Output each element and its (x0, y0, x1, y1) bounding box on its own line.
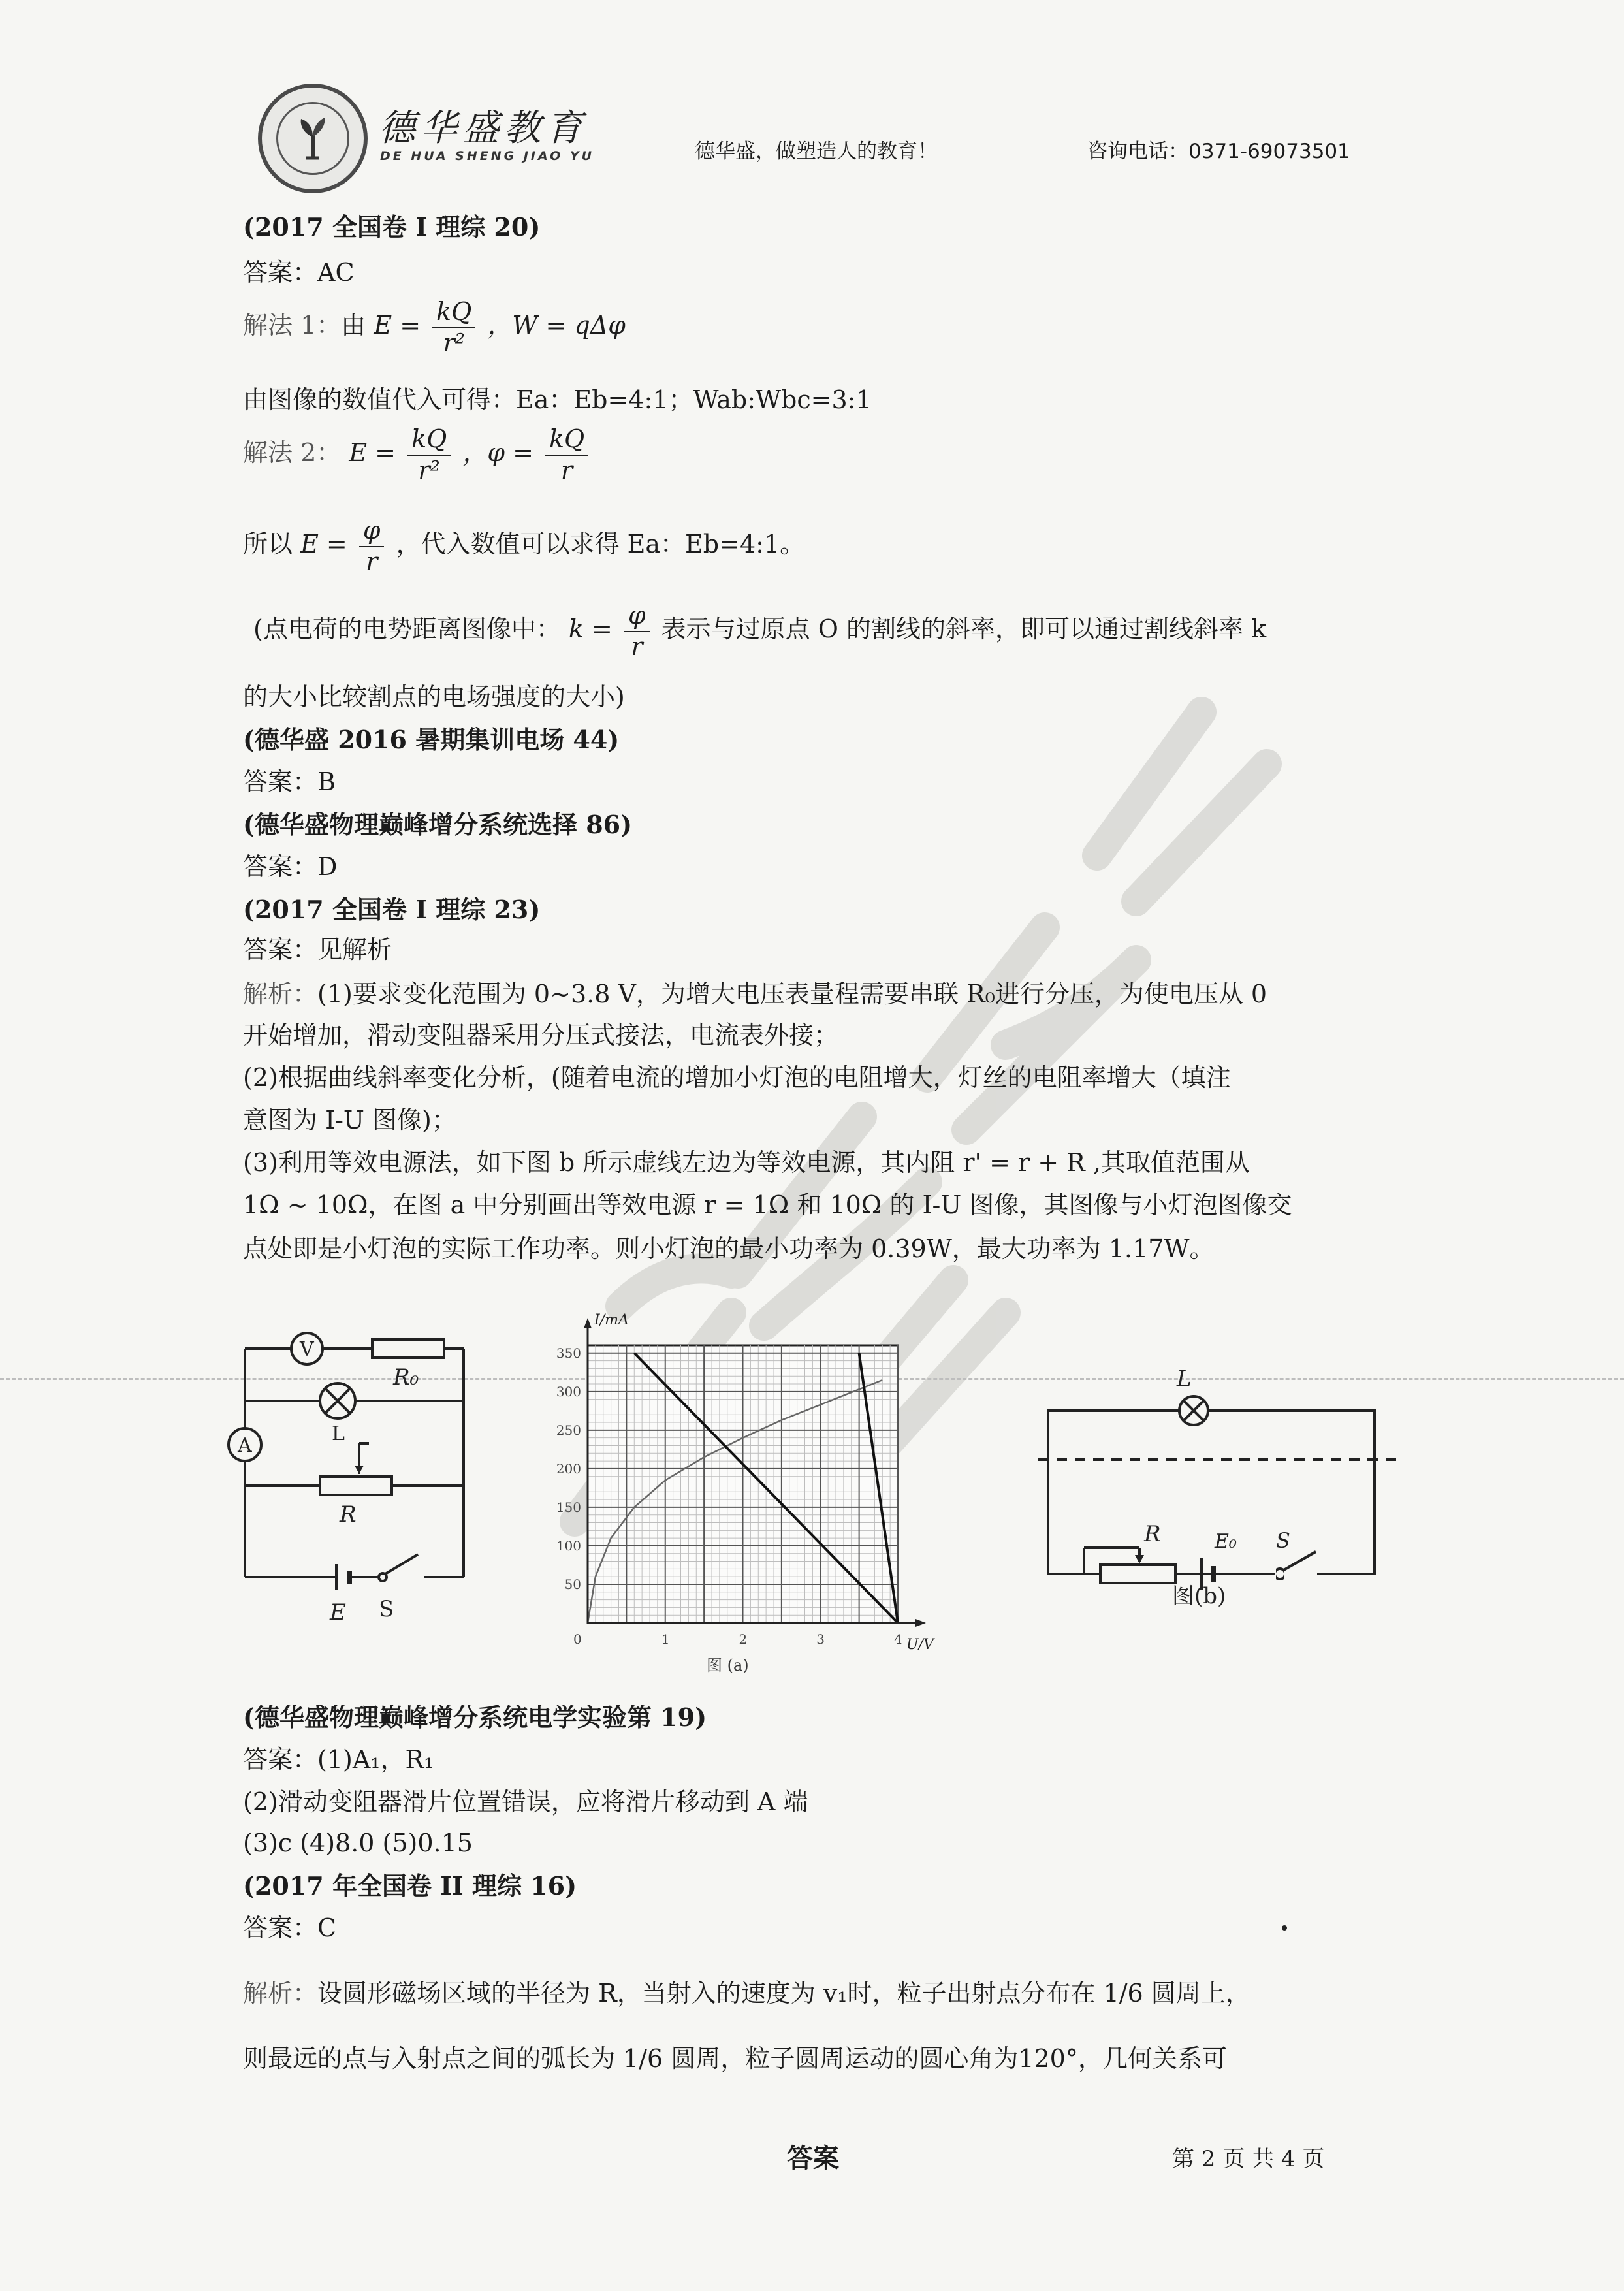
circuit-left-figure (222, 1313, 483, 1639)
q6-line2: 则最远的点与入射点之间的弧长为 1/6 圆周，粒子圆周运动的圆心角为120°，几何关系可 (243, 2044, 1227, 2073)
q1-sol2-fraction2 (545, 425, 588, 485)
chart-a-figure (535, 1306, 940, 1685)
q3-source: (德华盛物理巅峰增分系统选择 86) (243, 810, 633, 839)
q1-line5-fraction (359, 516, 385, 577)
y-tick-label: 350 (556, 1345, 581, 1361)
q1-solution2 (243, 425, 592, 485)
q4-line3: (2)根据曲线斜率变化分析，(随着电流的增加小灯泡的电阻增大，灯丝的电阻率增大（填注 (243, 1063, 1231, 1092)
q4-source: (2017 全国卷 I 理综 23) (243, 895, 541, 924)
circuit-left-r-label: R (340, 1501, 357, 1528)
chart-xlabel: U/V (906, 1637, 934, 1653)
q1-sol2-den2: r (561, 455, 573, 485)
circuit-b-s-label: S (1276, 1528, 1290, 1553)
q1-solution1 (243, 297, 626, 358)
q4-analysis-label: 解析： (243, 980, 318, 1008)
q1-sol1-lead: 由 (341, 311, 366, 340)
q6-line1 (243, 1979, 1250, 2009)
q4-line5: (3)利用等效电源法，如下图 b 所示虚线左边为等效电源，其内阻 r' = r + R ,其取值范围从 (243, 1148, 1250, 1177)
q6-source: (2017 年全国卷 II 理综 16) (243, 1871, 577, 1900)
x-tick-label: 1 (661, 1631, 670, 1647)
y-tick-label: 100 (556, 1537, 581, 1554)
q1-sol2-label: 解法 2： (243, 438, 342, 468)
q5-line2: (2)滑动变阻器滑片位置错误，应将滑片移动到 A 端 (243, 1787, 808, 1816)
q1-sol1-den: r² (443, 328, 465, 357)
q1-note-lhs: k = (568, 615, 613, 644)
circuit-left-v-label: V (300, 1338, 314, 1361)
header-phone: 咨询电话：0371-69073501 (1087, 140, 1350, 163)
q1-sol1-num: kQ (432, 297, 475, 328)
circuit-left-s-label: S (379, 1596, 394, 1622)
q4-line7: 点处即是小灯泡的实际工作功率。则小灯泡的最小功率为 0.39W，最大功率为 1.17W。 (243, 1234, 1215, 1263)
q1-line5-lhs: E = (300, 530, 347, 559)
q1-sol1-expr2: ，W = qΔφ (487, 311, 626, 340)
q1-note (253, 601, 1266, 662)
y-tick-label: 150 (556, 1499, 581, 1515)
q1-sol1-fraction (432, 297, 475, 358)
q1-note-num: φ (624, 601, 650, 632)
q1-line5-pre: 所以 (243, 530, 293, 559)
q1-line5-den: r (366, 547, 378, 576)
circuit-left-r0-label: R₀ (393, 1364, 419, 1390)
q1-sol1-label: 解法 1： (243, 311, 342, 340)
q4-line2: 开始增加，滑动变阻器采用分压式接法，电流表外接； (243, 1021, 839, 1049)
q6-line1-text: 设圆形磁场区域的半径为 R，当射入的速度为 v₁时，粒子出射点分布在 1/6 圆周上， (317, 1979, 1250, 2008)
y-tick-label: 300 (556, 1383, 581, 1400)
q1-answer: 答案：AC (243, 258, 355, 287)
footer-title: 答案 (787, 2143, 839, 2173)
q1-line5-post: ，代入数值可以求得 Ea：Eb=4:1。 (396, 530, 805, 559)
q5-answer: 答案：(1)A₁，R₁ (243, 1745, 434, 1774)
circuit-b-caption: 图(b) (1172, 1583, 1226, 1607)
q2-source: (德华盛 2016 暑期集训电场 44) (243, 725, 620, 754)
chart-ylabel: I/mA (594, 1312, 629, 1328)
q1-source: (2017 全国卷 I 理综 20) (243, 212, 541, 242)
q5-source: (德华盛物理巅峰增分系统电学实验第 19) (243, 1703, 707, 1732)
circuit-b-r-label: R (1144, 1521, 1161, 1547)
q4-line1-text: (1)要求变化范围为 0~3.8 V，为增大电压表量程需要串联 R₀进行分压，为使电压从 0 (317, 980, 1267, 1008)
header-slogan: 德华盛，做塑造人的教育！ (695, 140, 938, 163)
q1-sol2-expr1-lhs: E = (349, 438, 396, 468)
q4-line6: 1Ω ~ 10Ω，在图 a 中分别画出等效电源 r = 1Ω 和 10Ω 的 I-U 图像，其图像与小灯泡图像交 (243, 1191, 1292, 1219)
brand-name: 德华盛教育 (379, 107, 588, 150)
circuit-b-figure (1025, 1358, 1410, 1607)
brand-pinyin: DE HUA SHENG JIAO YU (380, 149, 595, 163)
logo-tree-icon (295, 115, 331, 161)
x-tick-label: 4 (894, 1631, 902, 1647)
circuit-b-e0-label: E₀ (1215, 1530, 1237, 1553)
chart-y-arrow-icon (584, 1318, 592, 1328)
q1-line3: 由图像的数值代入可得：Ea：Eb=4:1；Wab:Wbc=3:1 (243, 385, 872, 414)
q1-note-pre: (点电荷的电势距离图像中： (253, 615, 561, 644)
q1-sol1-expr1-lhs: E = (374, 311, 421, 340)
y-tick-label: 200 (556, 1460, 581, 1477)
q3-answer: 答案：D (243, 852, 338, 881)
circuit-left-a-label: A (238, 1434, 252, 1457)
q1-note-post: 表示与过原点 O 的割线的斜率，即可以通过割线斜率 k (661, 615, 1267, 644)
logo-seal-icon (258, 84, 368, 193)
x-tick-label: 0 (573, 1631, 582, 1647)
y-tick-label: 250 (556, 1422, 581, 1438)
circuit-left-e-label: E (330, 1599, 346, 1626)
q1-sol2-mid: ，φ = (462, 438, 533, 468)
q6-answer: 答案：C (243, 1914, 337, 1942)
q5-line3: (3)c (4)8.0 (5)0.15 (243, 1829, 473, 1857)
q4-line1 (243, 980, 1267, 1010)
q1-sol2-num2: kQ (545, 425, 588, 456)
x-tick-label: 2 (739, 1631, 748, 1647)
x-tick-label: 3 (816, 1631, 825, 1647)
chart-caption: 图 (a) (707, 1656, 749, 1674)
circuit-left-l-label: L (332, 1422, 345, 1445)
q4-answer: 答案：见解析 (243, 935, 392, 964)
y-tick-label: 50 (564, 1576, 581, 1592)
q2-answer: 答案：B (243, 767, 336, 796)
q1-line5 (243, 516, 804, 577)
q1-sol2-num1: kQ (407, 425, 451, 456)
chart-x-arrow-icon (915, 1619, 926, 1627)
q1-note-den: r (631, 632, 643, 661)
q1-sol2-fraction1 (407, 425, 451, 485)
q1-note-fraction (624, 601, 650, 662)
footer-page-number: 第 2 页 共 4 页 (1172, 2146, 1325, 2172)
q1-sol2-den1: r² (418, 455, 440, 485)
q1-note-line2: 的大小比较割点的电场强度的大小) (243, 682, 625, 711)
q1-line5-num: φ (359, 516, 385, 547)
stray-mark (1282, 1925, 1287, 1931)
q4-line4: 意图为 I-U 图像)； (243, 1106, 456, 1134)
circuit-b-l-label: L (1177, 1366, 1192, 1392)
q6-analysis-label: 解析： (243, 1979, 318, 2008)
